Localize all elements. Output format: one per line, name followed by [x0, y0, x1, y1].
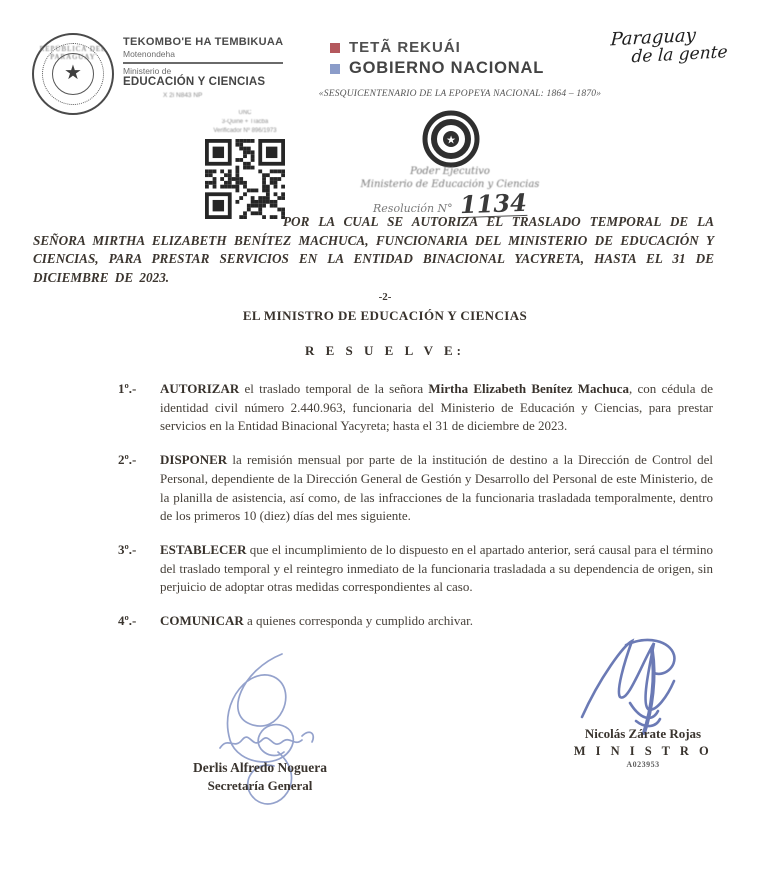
government-spanish-label: GOBIERNO NACIONAL — [349, 59, 545, 77]
government-brand-row-spanish — [330, 59, 544, 78]
item-number: 3º.- — [118, 541, 137, 557]
item-number: 4º.- — [118, 613, 137, 629]
ministry-spanish-name: EDUCACIÓN Y CIENCIAS — [123, 76, 266, 88]
resolution-item-1 — [118, 380, 713, 436]
resolution-items — [0, 380, 770, 631]
government-brand-row-guarani — [330, 39, 544, 56]
sesquicentenario-motto: «SESQUICENTENARIO DE LA EPOPEYA NACIONAL: 1864 – 1870» — [318, 89, 602, 99]
item-text: COMUNICAR a quienes corresponda y cumplido archivar. — [160, 613, 474, 629]
minister-heading: EL MINISTRO DE EDUCACIÓN Y CIENCIAS — [242, 307, 528, 323]
secretary-title: Secretaría General — [207, 778, 313, 793]
executive-branch-seal-icon — [422, 110, 480, 168]
svg-text:★: ★ — [446, 134, 456, 147]
secretary-name: Derlis Alfredo Noguera — [193, 760, 327, 775]
seal-legend-text: REPÚBLICA DEL PARAGUAY — [39, 45, 107, 61]
paraguay-de-la-gente-slogan — [609, 23, 741, 69]
slogan-line2: de la gente — [631, 42, 729, 68]
resuelve-heading: R E S U E L V E: — [305, 342, 465, 358]
paraguay-national-seal-icon — [32, 33, 114, 115]
star-icon: ★ — [64, 62, 82, 84]
resolution-number-handwritten: 1134 — [459, 187, 528, 220]
item-text: ESTABLECER que el incumplimiento de lo dispuesto en el apartado anterior, será causal para el término del traslado temporal y el reintegro inmediato de la funcionaria trasladada a su dependencia de origen, sin perjuicio de adoptar otras medidas correspondientes al caso. — [160, 541, 713, 595]
item-text: AUTORIZAR el traslado temporal de la señora Mirtha Elizabeth Benítez Machuca, con cédula de identidad civil número 2.440.963, funcionaria del Ministerio de Educación y Ciencias, para prestar servicios en la Entidad Binacional Yacyreta; hasta el 31 de diciembre de 2023. — [160, 380, 713, 434]
minister-name: Nicolás Zárate Rojas — [584, 726, 702, 741]
secretary-signature-block — [140, 760, 380, 794]
blue-square-icon — [330, 64, 340, 74]
page-number: -2- — [378, 290, 392, 303]
qr-caption-line1: UNC — [238, 110, 252, 116]
minister-code: A023953 — [626, 760, 660, 769]
qr-code — [205, 139, 285, 219]
poder-ejecutivo-script: Poder Ejecutivo — [410, 166, 490, 177]
government-brand-block — [330, 39, 544, 81]
ministry-spanish-prefix: Ministerio de — [123, 66, 172, 76]
government-guarani-label: TETÃ REKUÁI — [349, 39, 461, 56]
ministry-guarani-subtitle: Motenondeha — [123, 49, 175, 59]
ministry-guarani-name: TEKOMBO'E HA TEMBIKUAA — [123, 36, 284, 48]
resolution-item-3 — [118, 541, 713, 597]
resolution-item-2 — [118, 451, 713, 526]
red-square-icon — [330, 43, 340, 53]
resolution-item-4 — [118, 612, 713, 631]
resolution-title-paragraph: POR LA CUAL SE AUTORIZA EL TRASLADO TEMPORAL DE LA SEÑORA MIRTHA ELIZABETH BENÍTEZ MACHUCA, FUNCIONARIA DEL MINISTERIO DE EDUCACIÓN Y CIENCIAS, PARA PRESTAR SERVICIOS EN LA ENTIDAD BINACIONAL YACYRETA, HASTA EL 31 DE DICIEMBRE DE 2023. — [33, 214, 714, 286]
item-number: 2º.- — [118, 452, 137, 468]
resolution-body — [0, 213, 770, 646]
ministerio-script: Ministerio de Educación y Ciencias — [360, 179, 540, 190]
qr-caption-line3: Verificador Nº 896/1973 — [213, 128, 277, 134]
minister-title: M I N I S T R O — [573, 744, 713, 758]
slogan-line1: Paraguay — [610, 24, 697, 51]
resolution-heading-script — [340, 166, 560, 220]
qr-caption-line2: 3-Quiñe + Tïacba — [221, 119, 269, 125]
minister-signature-block — [548, 726, 738, 769]
item-text: DISPONER la remisión mensual por parte de la institución de destino a la Dirección de Control del Personal, dependiente de la Dirección General de Gestión y Desarrollo del Personal de este Ministerio, de la planilla de asistencia, así como, de las infracciones de la funcionaria trasladada temporalmente, dentro de los primeros 10 (diez) días del mes siguiente. — [160, 452, 713, 524]
item-number: 1º.- — [118, 380, 137, 396]
qr-verification-block — [175, 109, 315, 224]
resolucion-label: Resolución N° — [373, 202, 453, 215]
ministry-code-text: X 2i N843 NP — [163, 92, 203, 99]
ministry-header-block — [123, 36, 323, 99]
ministry-divider — [123, 62, 283, 64]
